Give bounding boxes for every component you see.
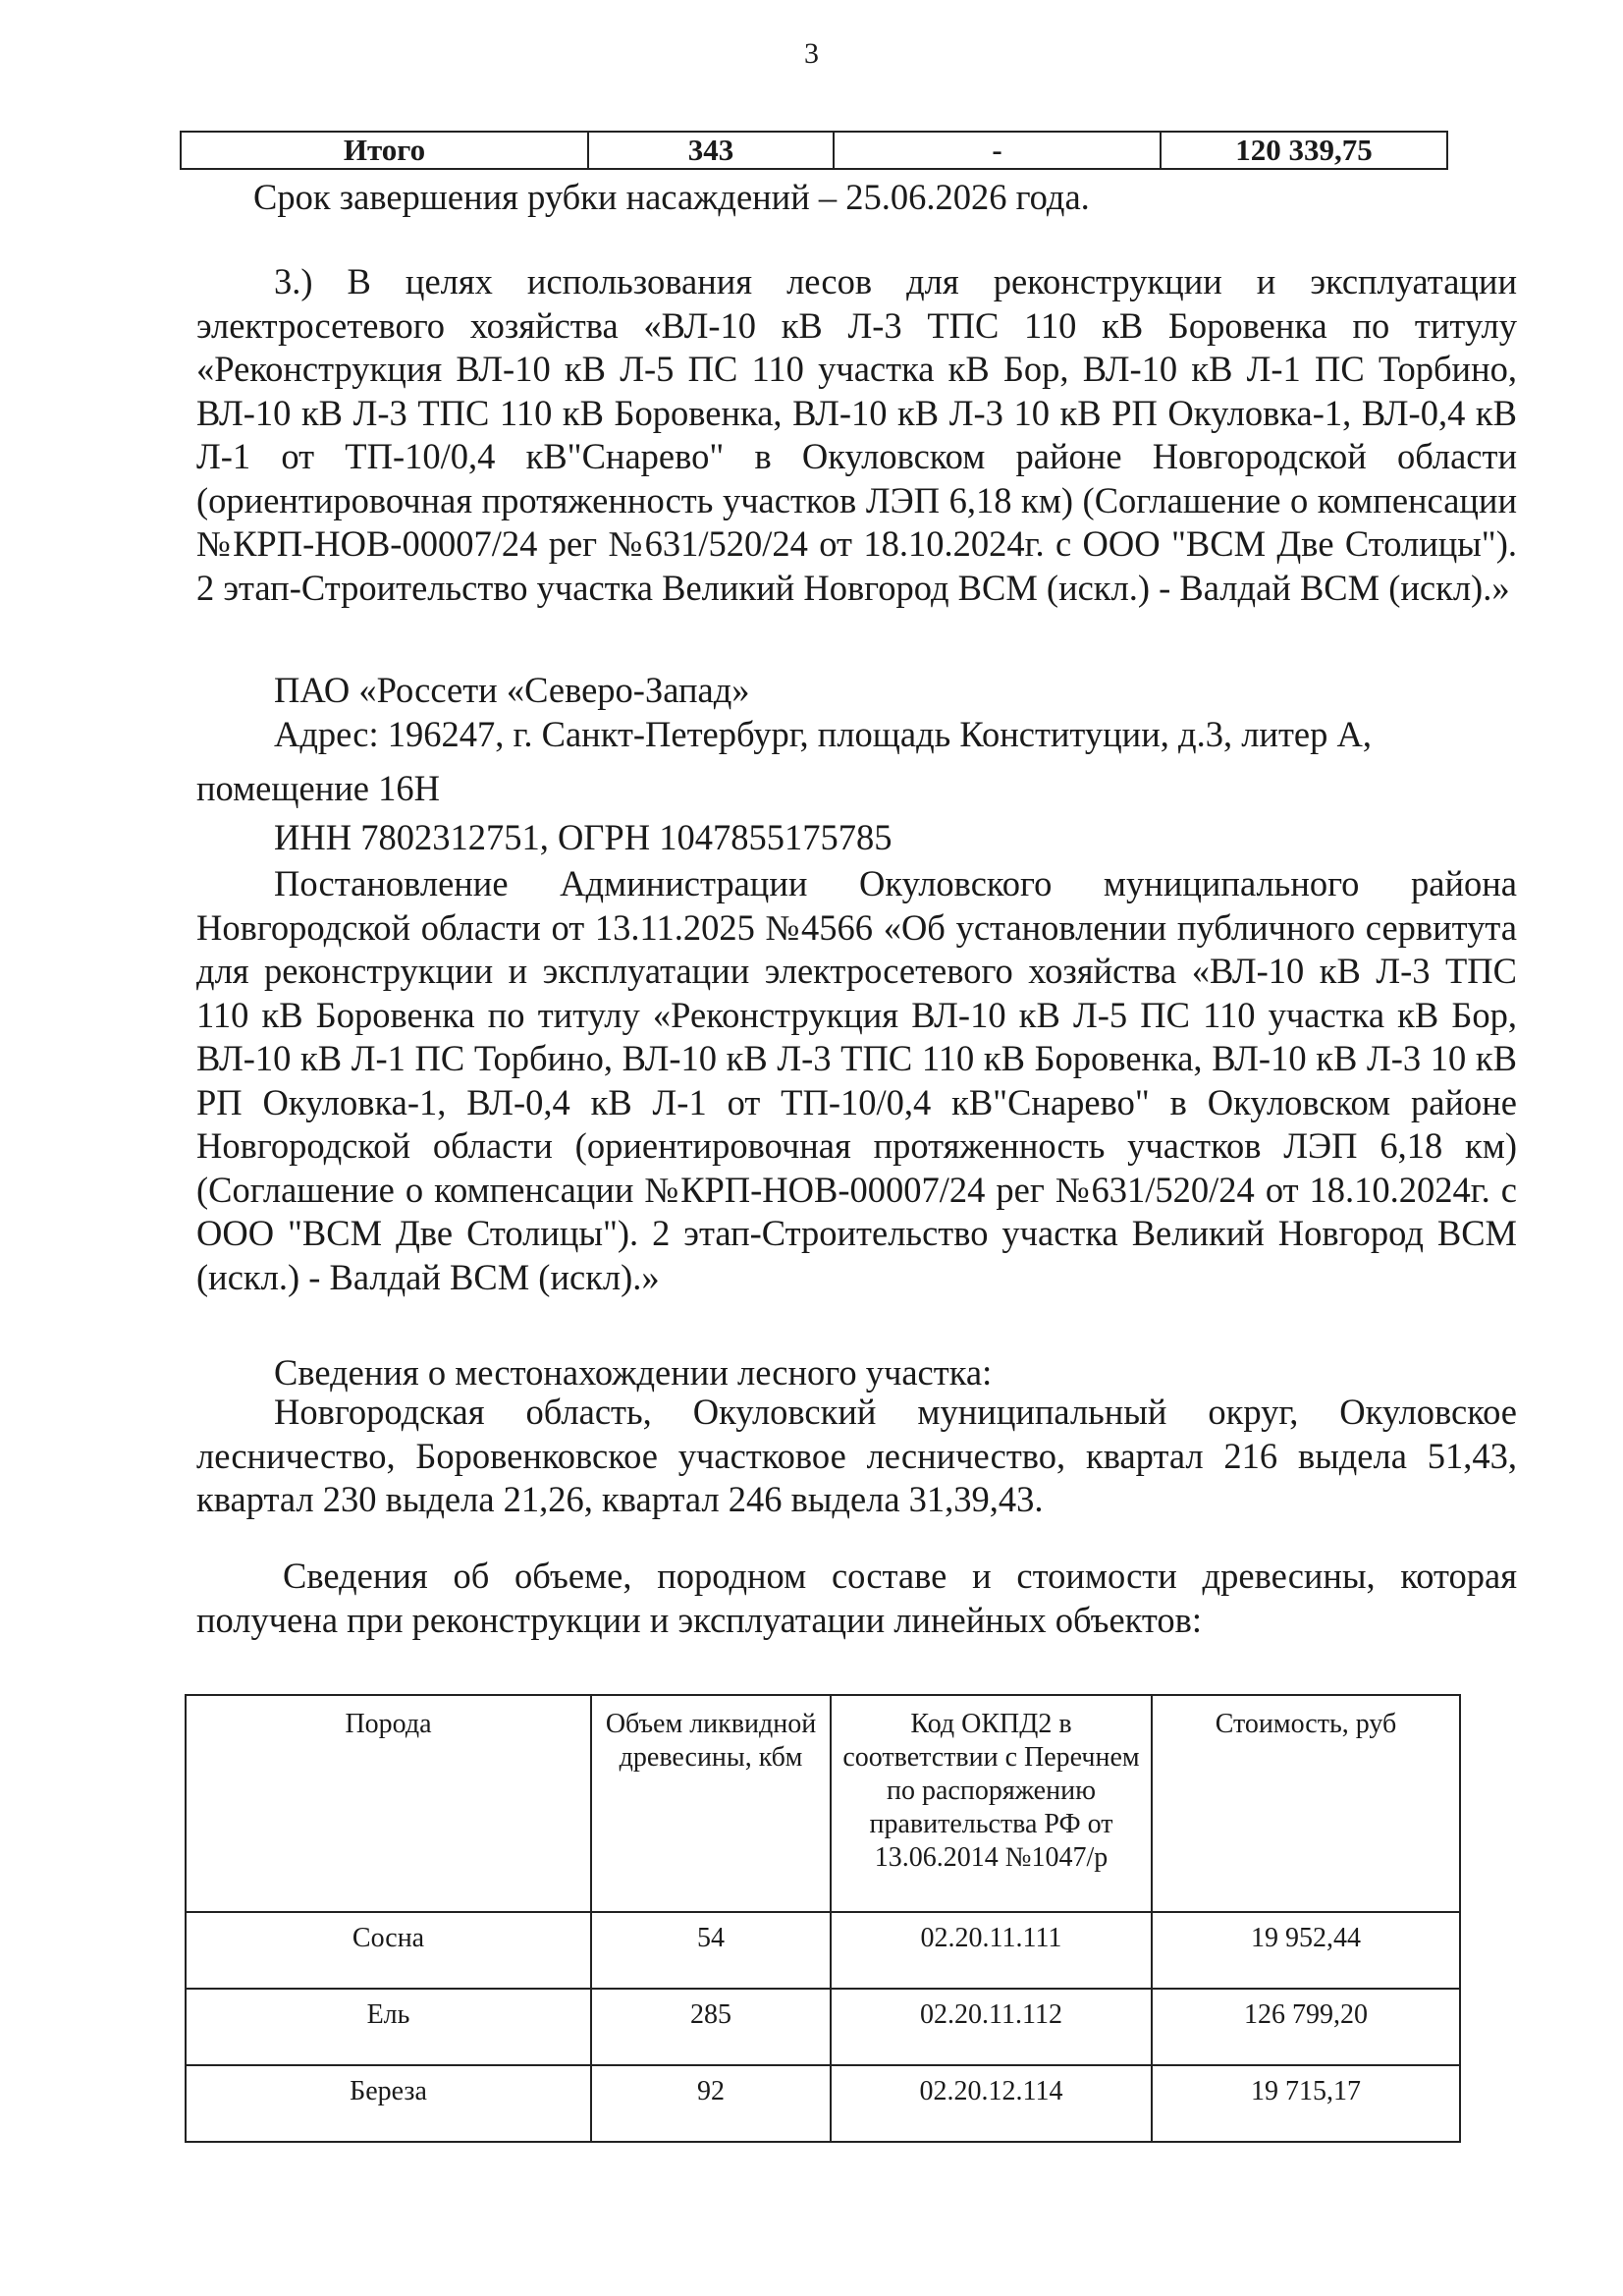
wood-table-header [186, 1695, 1460, 1912]
cell-species: Береза [186, 2065, 591, 2142]
total-table [180, 131, 1448, 170]
cell-code: 02.20.11.112 [831, 1989, 1152, 2065]
page-number: 3 [804, 37, 819, 70]
table-row [186, 2065, 1460, 2142]
company-name: ПАО «Россети «Северо-Запад» [274, 670, 750, 710]
total-row [181, 132, 1447, 169]
cell-cost: 126 799,20 [1152, 1989, 1460, 2065]
total-volume: 343 [588, 132, 834, 169]
cell-cost: 19 715,17 [1152, 2065, 1460, 2142]
cell-cost: 19 952,44 [1152, 1912, 1460, 1989]
header-species: Порода [186, 1695, 591, 1912]
address-line-2: помещение 16Н [196, 768, 440, 808]
cell-species: Ель [186, 1989, 591, 2065]
cell-species: Сосна [186, 1912, 591, 1989]
cell-volume: 92 [591, 2065, 831, 2142]
wood-table [185, 1694, 1461, 2143]
header-cost: Стоимость, руб [1152, 1695, 1460, 1912]
section-intro-text: 3.) В целях использования лесов для реконструкции и эксплуатации электросетевого хозяйства «ВЛ-10 кВ Л-3 ТПС 110 кВ Боровенка по титулу «Реконструкция ВЛ-10 кВ Л-5 ПС 110 участка кВ Бор, ВЛ-10 кВ Л-1 ПС Торбино, ВЛ-10 кВ Л-3 ТПС 110 кВ Боровенка, ВЛ-10 кВ Л-3 10 кВ РП Окуловка-1, ВЛ-0,4 кВ Л-1 от ТП-10/0,4 кВ"Снарево" в Окуловском районе Новгородской области (ориентировочная протяженность участков ЛЭП 6,18 км) (Соглашение о компенсации №КРП-НОВ-00007/24 рег №631/520/24 от 18.10.2024г. с ООО "ВСМ Две Столицы"). 2 этап-Строительство участка Великий Новгород ВСМ (искл.) - Валдай ВСМ (искл).» [196, 261, 1517, 608]
deadline-text: Срок завершения рубки насаждений – 25.06.2026 года. [253, 177, 1090, 217]
location-heading: Сведения о местонахождении лесного участка: [274, 1352, 993, 1393]
address-line-1: Адрес: 196247, г. Санкт-Петербург, площадь Конституции, д.3, литер А, [274, 714, 1372, 754]
cell-code: 02.20.11.111 [831, 1912, 1152, 1989]
inn-ogrn: ИНН 7802312751, ОГРН 1047855175785 [274, 817, 893, 857]
volume-intro-text: Сведения об объеме, породном составе и стоимости древесины, которая получена при реконструкции и эксплуатации линейных объектов: [196, 1556, 1517, 1640]
decree-paragraph [196, 862, 1517, 1299]
total-cost: 120 339,75 [1161, 132, 1447, 169]
decree-text: Постановление Администрации Окуловского муниципального района Новгородской области от 13.11.2025 №4566 «Об установлении публичного сервитута для реконструкции и эксплуатации электросетевого хозяйства «ВЛ-10 кВ Л-3 ТПС 110 кВ Боровенка по титулу «Реконструкция ВЛ-10 кВ Л-5 ПС 110 участка кВ Бор, ВЛ-10 кВ Л-1 ПС Торбино, ВЛ-10 кВ Л-3 ТПС 110 кВ Боровенка, ВЛ-10 кВ Л-3 10 кВ РП Окуловка-1, ВЛ-0,4 кВ Л-1 от ТП-10/0,4 кВ"Снарево" в Окуловском районе Новгородской области (ориентировочная протяженность участков ЛЭП 6,18 км) (Соглашение о компенсации №КРП-НОВ-00007/24 рег №631/520/24 от 18.10.2024г. с ООО "ВСМ Две Столицы"). 2 этап-Строительство участка Великий Новгород ВСМ (искл.) - Валдай ВСМ (искл).» [196, 863, 1517, 1297]
cell-code: 02.20.12.114 [831, 2065, 1152, 2142]
total-code: - [834, 132, 1161, 169]
volume-intro-paragraph [196, 1555, 1517, 1642]
total-label: Итого [181, 132, 588, 169]
location-paragraph [196, 1391, 1517, 1522]
table-row [186, 1912, 1460, 1989]
header-code: Код ОКПД2 в соответствии с Перечнем по распоряжению правительства РФ от 13.06.2014 №1047/р [831, 1695, 1152, 1912]
cell-volume: 54 [591, 1912, 831, 1989]
header-volume: Объем ликвидной древесины, кбм [591, 1695, 831, 1912]
cell-volume: 285 [591, 1989, 831, 2065]
section-intro [196, 260, 1517, 610]
location-text: Новгородская область, Окуловский муниципальный округ, Окуловское лесничество, Боровенковское участковое лесничество, квартал 216 выдела 51,43, квартал 230 выдела 21,26, квартал 246 выдела 31,39,43. [196, 1392, 1517, 1519]
table-row [186, 1989, 1460, 2065]
